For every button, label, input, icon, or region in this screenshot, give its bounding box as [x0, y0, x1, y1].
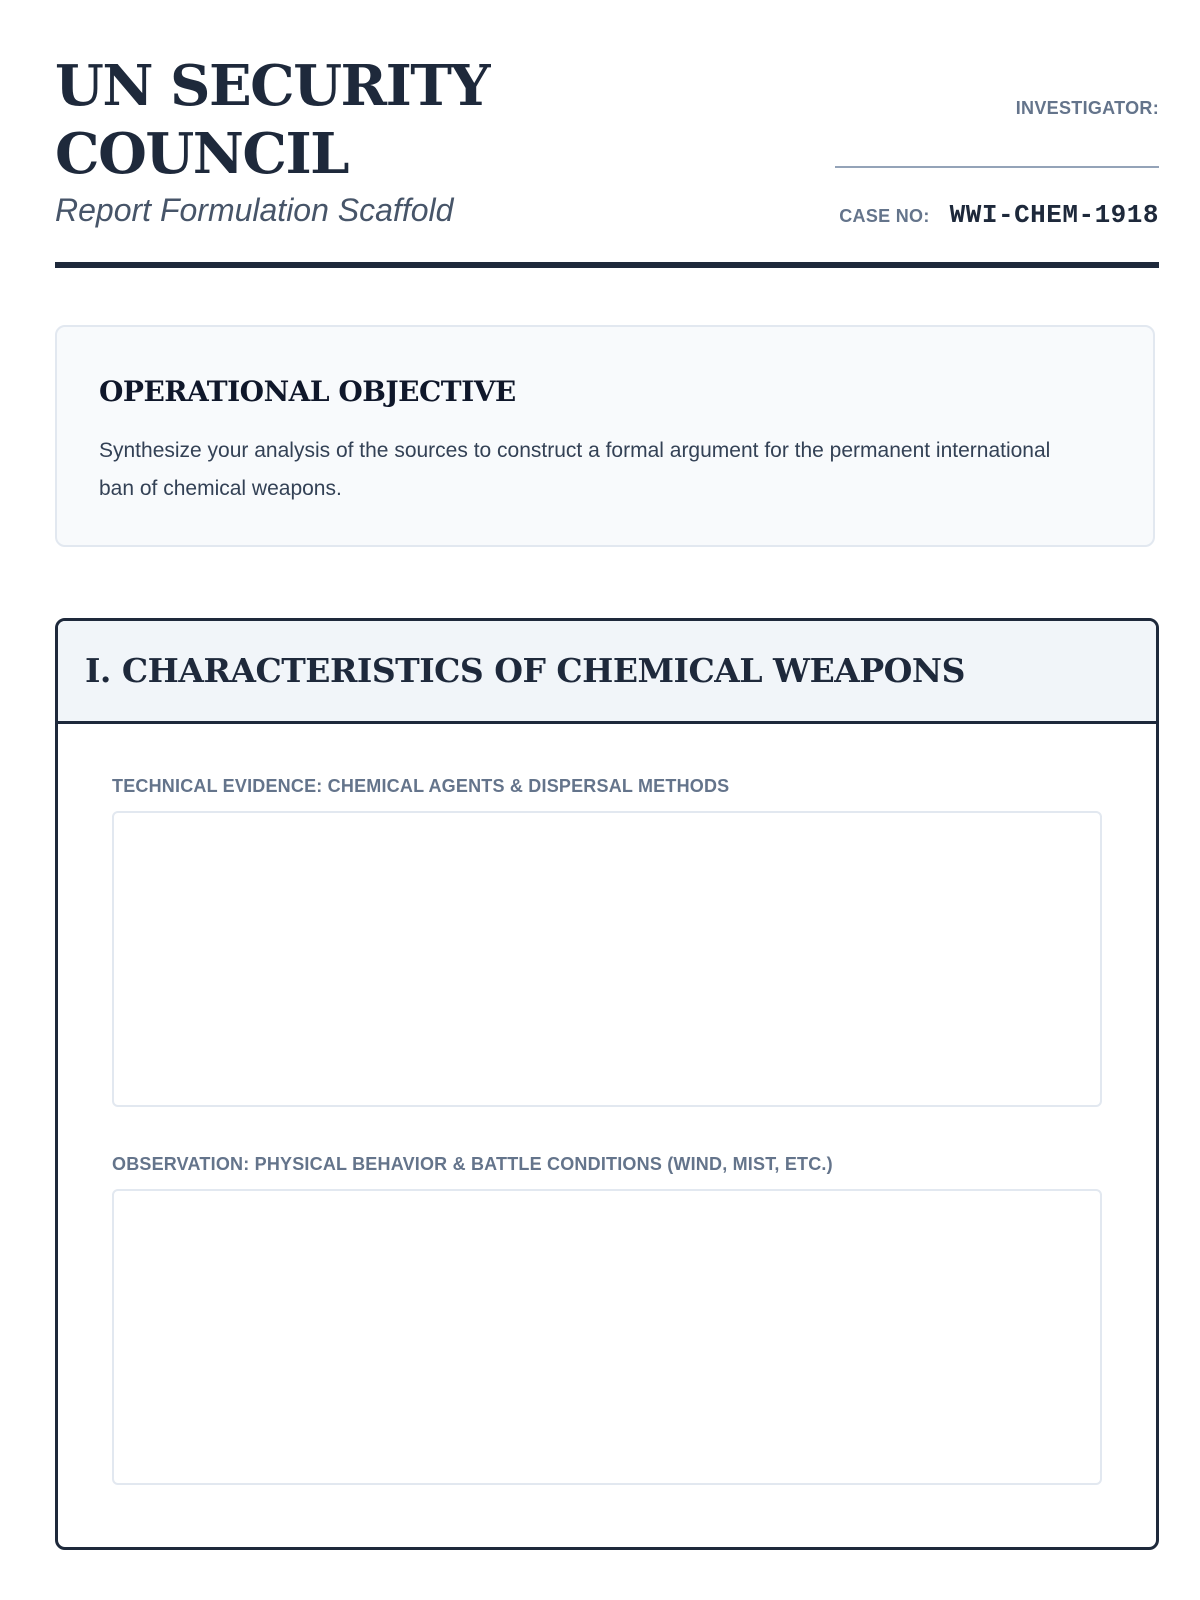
page-header: [55, 0, 1159, 270]
section-header: [58, 621, 1156, 724]
objective-box: [55, 325, 1155, 547]
worksheet-page: [55, 0, 1159, 1174]
page-subtitle: Report Formulation Scaffold: [55, 192, 454, 228]
page-title: UN SECURITY COUNCIL: [55, 53, 489, 187]
case-number-row: [839, 200, 1159, 230]
investigator-signature-line[interactable]: [835, 166, 1159, 168]
header-divider: [55, 262, 1159, 268]
header-meta: [829, 0, 1159, 260]
observation-label: OBSERVATION: PHYSICAL BEHAVIOR & BATTLE CONDITIONS (WIND, MIST, ETC.): [112, 1154, 833, 1174]
observation-input[interactable]: [112, 1189, 1102, 1485]
case-number-value: WWI-CHEM-1918: [949, 200, 1159, 230]
technical-evidence-input[interactable]: [112, 811, 1102, 1107]
technical-evidence-label: TECHNICAL EVIDENCE: CHEMICAL AGENTS & DISPERSAL METHODS: [112, 776, 730, 796]
investigator-label: INVESTIGATOR:: [1015, 98, 1159, 118]
objective-heading: OPERATIONAL OBJECTIVE: [99, 375, 516, 408]
section-title: I. CHARACTERISTICS OF CHEMICAL WEAPONS: [85, 651, 965, 690]
section-card: [55, 618, 1159, 1550]
case-number-label: CASE NO:: [839, 206, 930, 226]
objective-text: Synthesize your analysis of the sources to construct a formal argument for the permanent international ban of chemical weapons.: [99, 439, 1051, 500]
